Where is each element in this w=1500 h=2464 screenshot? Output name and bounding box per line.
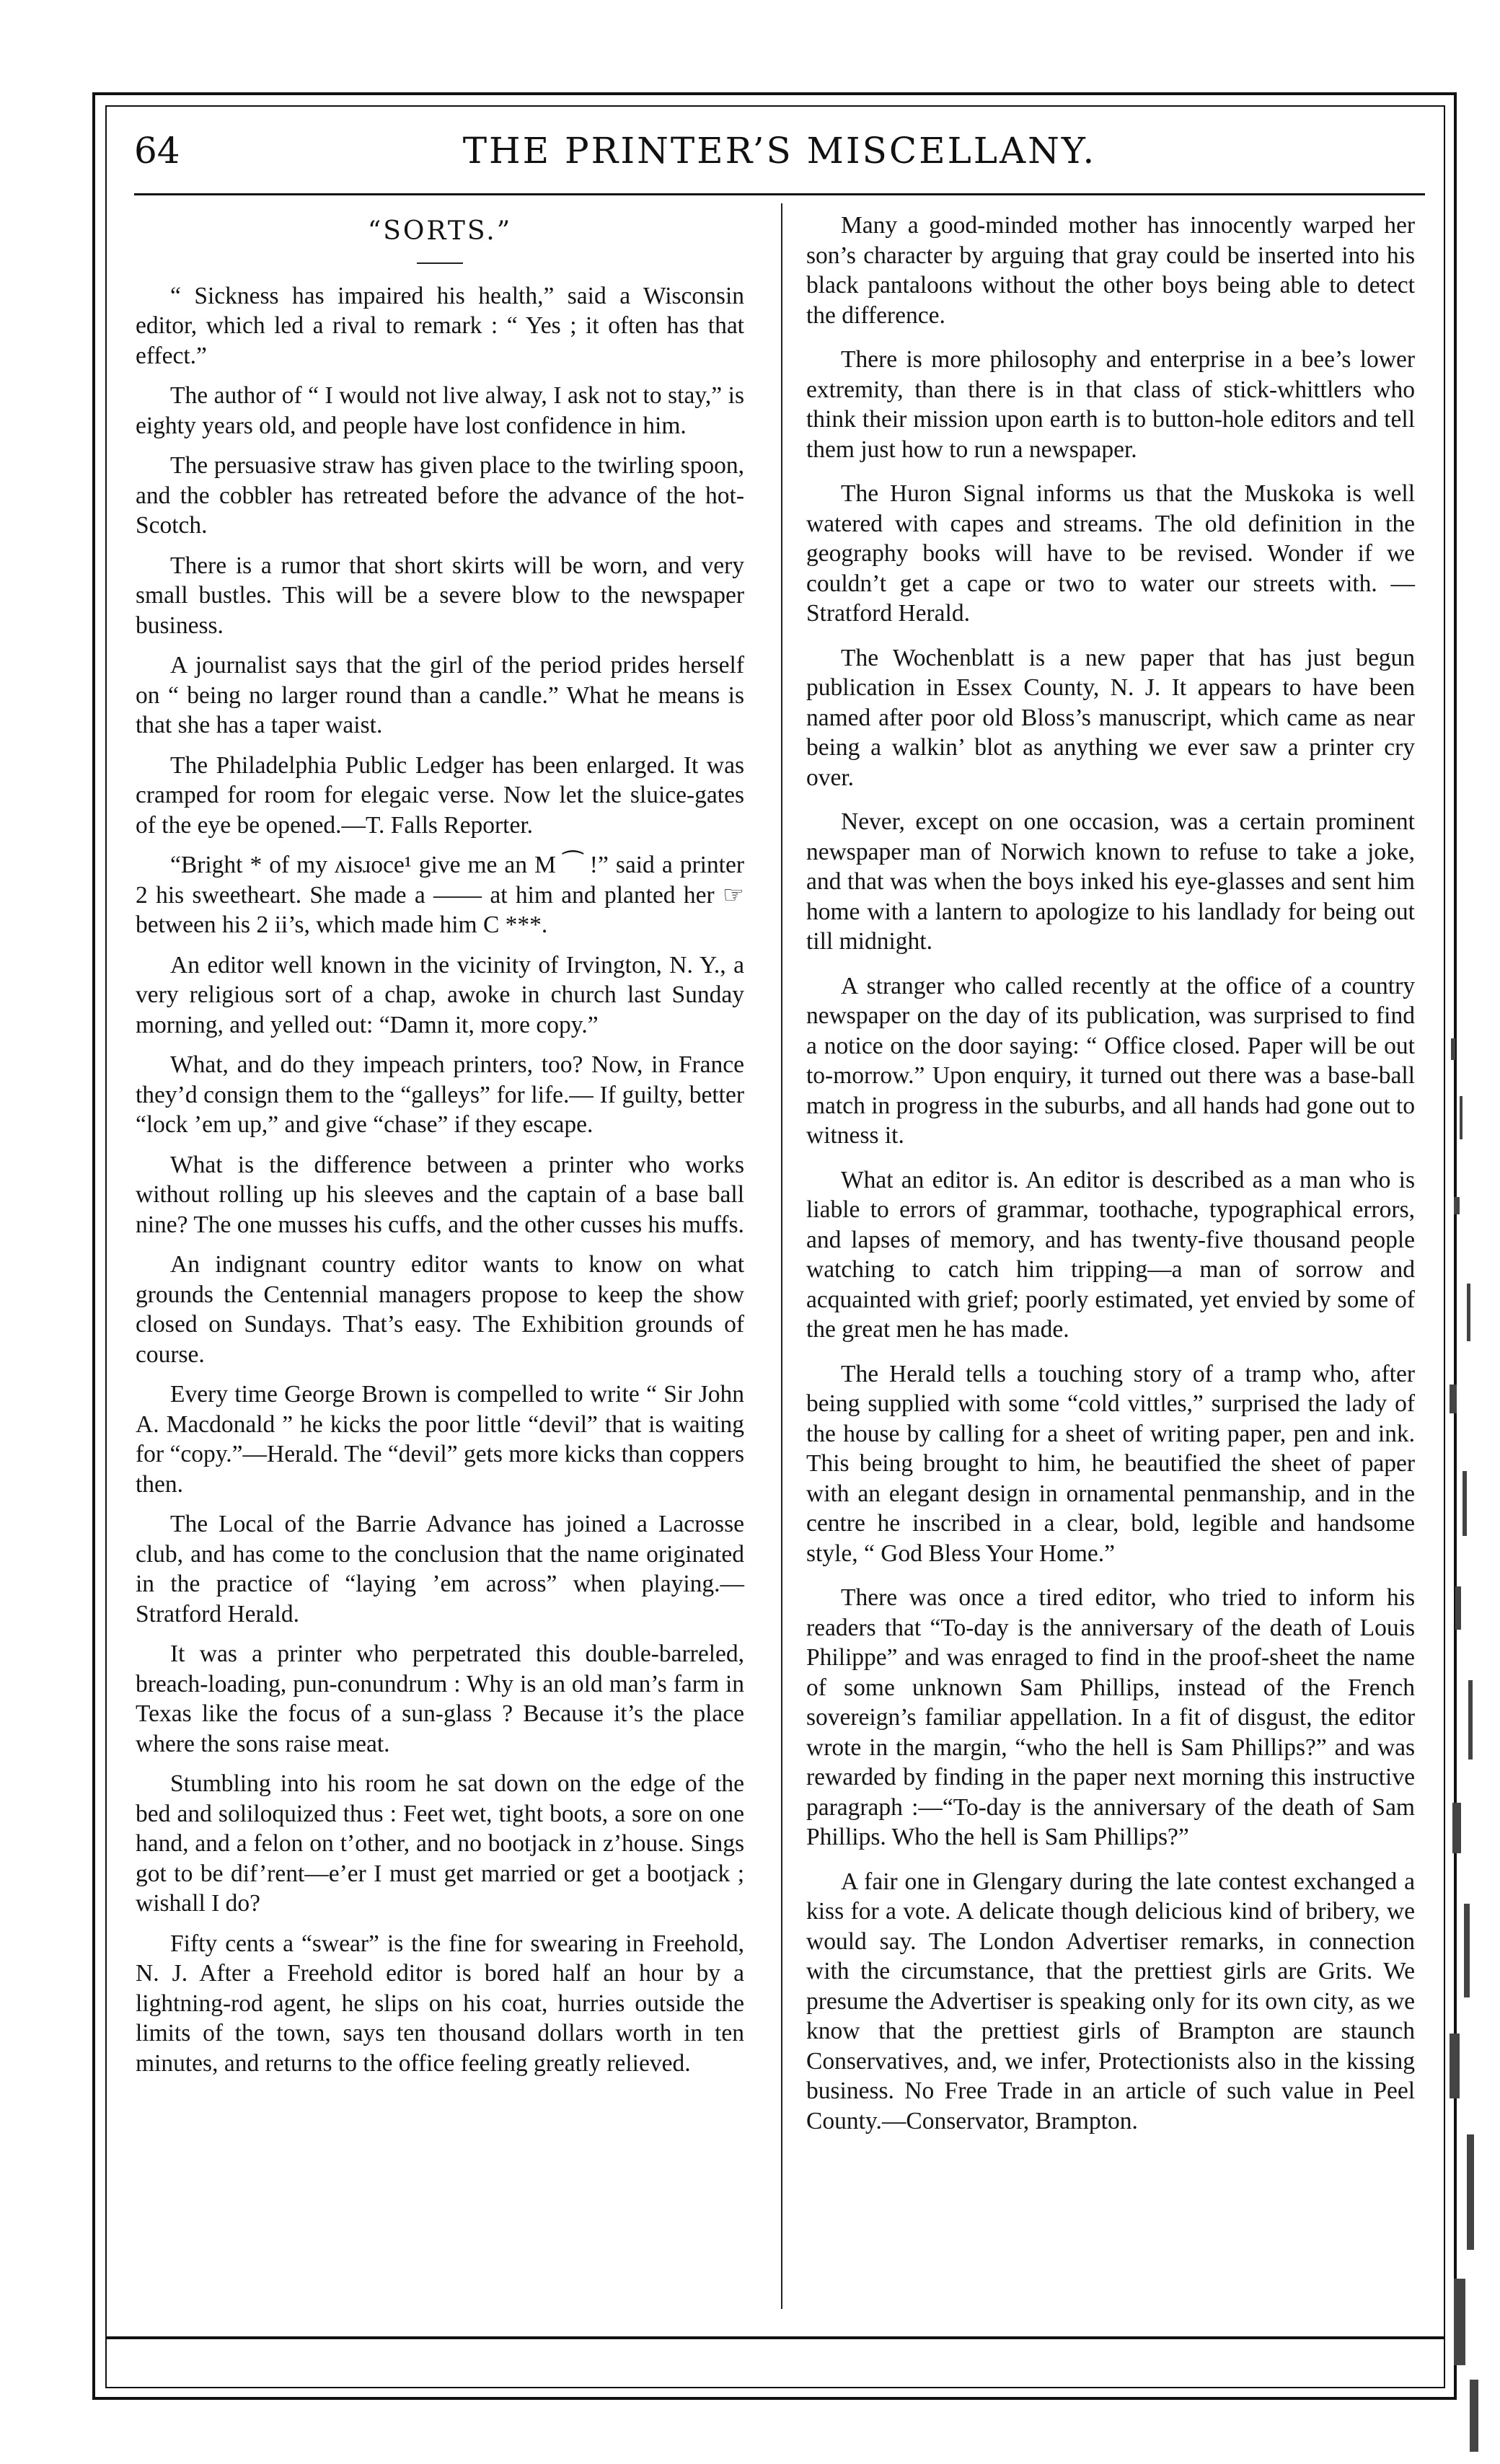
paragraph: What is the difference between a printer who works without rolling up his sleeves and the captain of a base ball nine? The one musses his cuffs, and the other cusses his muffs.: [136, 1151, 744, 1238]
paragraph: It was a printer who perpetrated this double-barreled, breach-loading, pun-conundrum : Why is an old man’s farm in Texas like the focus of a sun-glass ? Because it’s the place where the sons raise meat.: [136, 1641, 744, 1757]
paragraph: Fifty cents a “swear” is the fine for swearing in Freehold, N. J. After a Freehold editor is bored half an hour by a lightning-rod agent, he slips on his coat, hurries outside the limits of the town, says ten thousand dollars worth in ten minutes, and returns to the office feeling greatly relieved.: [136, 1930, 744, 2077]
paragraph: “Bright * of my ʌisɹoce¹ give me an M ⁀ !” said a printer 2 his sweetheart. She made a —— at him and planted her ☞ between his 2 ii’s, which made him C ***.: [136, 852, 744, 938]
running-header: [134, 124, 1425, 182]
paragraph: An editor well known in the vicinity of Irvington, N. Y., a very religious sort of a chap, awoke in church last Sunday morning, and yelled out: “Damn it, more copy.”: [136, 951, 744, 1038]
paragraph: The author of “ I would not live alway, I ask not to stay,” is eighty years old, and people have lost confidence in him.: [136, 382, 744, 439]
page-title: THE PRINTER’S MISCELLANY.: [462, 130, 1097, 172]
bottom-rule: [105, 2336, 1445, 2339]
paragraph: The Local of the Barrie Advance has joined a Lacrosse club, and has come to the conclusion that the name originated in the practice of “laying ’em across” when playing.—Stratford Herald.: [136, 1511, 744, 1628]
paragraph: Every time George Brown is compelled to write “ Sir John A. Macdonald ” he kicks the poor little “devil” that is waiting for “copy.”—Herald. The “devil” gets more kicks than coppers then.: [136, 1381, 744, 1498]
left-column: [136, 211, 744, 2088]
paragraph: There is more philosophy and enterprise in a bee’s lower extremity, than there is in that class of stick-whittlers who think their mission upon earth is to button-hole editors and tell them just how to run a newspaper.: [806, 346, 1415, 463]
section-title-rule: [417, 262, 463, 264]
paragraph: The Huron Signal informs us that the Muskoka is well watered with capes and streams. The old definition in the geography books will have to be revised. Wonder if we couldn’t get a cape or two to water our streets with. —Stratford Herald.: [806, 480, 1415, 627]
paragraph: Stumbling into his room he sat down on the edge of the bed and soliloquized thus : Feet wet, tight boots, a sore on one hand, and a felon on t’other, and no bootjack in z’house. Sings got to be dif’rent—e’er I must get married or get a bootjack ; wishall I do?: [136, 1770, 744, 1917]
paragraph: An indignant country editor wants to know on what grounds the Centennial managers propose to keep the show closed on Sundays. That’s easy. The Exhibition grounds of course.: [136, 1251, 744, 1368]
right-column: [806, 211, 1415, 2150]
paragraph: What an editor is. An editor is described as a man who is liable to errors of grammar, toothache, typographical errors, and lapses of memory, and has twenty-five thousand people watching to catch him tripping—a man of sorrow and acquainted with grief; poorly estimated, yet envied by some of the great men he has made.: [806, 1166, 1415, 1343]
header-rule: [134, 193, 1425, 195]
paragraph: A journalist says that the girl of the period prides herself on “ being no larger round than a candle.” What he means is that she has a taper waist.: [136, 652, 744, 738]
paragraph: Many a good-minded mother has innocently warped her son’s character by arguing that gray could be inserted into his black pantaloons without the other boys being able to detect the difference.: [806, 212, 1415, 329]
paragraph: There is a rumor that short skirts will be worn, and very small bustles. This will be a severe blow to the newspaper business.: [136, 552, 744, 639]
page-number: 64: [134, 130, 180, 172]
paragraph: There was once a tired editor, who tried to inform his readers that “To-day is the anniversary of the death of Louis Philippe” and was enraged to find in the proof-sheet the name of some unknown Sam Phillips, instead of the French sovereign’s familiar appellation. In a fit of disgust, the editor wrote in the margin, “who the hell is Sam Phillips?” and was rewarded by finding in the paper next morning this instructive paragraph :—“To-day is the anniversary of the death of Sam Phillips. Who the hell is Sam Phillips?”: [806, 1584, 1415, 1850]
paragraph: The persuasive straw has given place to the twirling spoon, and the cobbler has retreated before the advance of the hot-Scotch.: [136, 452, 744, 539]
paragraph: A fair one in Glengary during the late contest exchanged a kiss for a vote. A delicate though delicious kind of bribery, we would say. The London Advertiser remarks, in connection with the circumstance, that the prettiest girls are Grits. We presume the Advertiser is speaking only for its own city, as we know that the prettiest girls of Brampton are staunch Conservatives, and, we infer, Protectionists also in the kissing business. No Free Trade in an article of such value in Peel County.—Conservator, Brampton.: [806, 1868, 1415, 2134]
paragraph: A stranger who called recently at the office of a country newspaper on the day of its publication, was surprised to find a notice on the door saying: “ Office closed. Paper will be out to-morrow.” Upon enquiry, it turned out there was a base-ball match in progress in the suburbs, and all hands had gone out to witness it.: [806, 972, 1415, 1149]
paragraph: Never, except on one occasion, was a certain prominent newspaper man of Norwich known to refuse to take a joke, and that was when the boys inked his eye-glasses and sent him home with a lantern to apologize to his landlady for being out till midnight.: [806, 808, 1415, 955]
section-title: “SORTS.”: [367, 216, 513, 246]
scan-edge-artifact: [1445, 1010, 1488, 2464]
paragraph: The Herald tells a touching story of a tramp who, after being supplied with some “cold vittles,” surprised the lady of the house by calling for a sheet of writing paper, pen and ink. This being brought to him, he beautified the sheet of paper with an elegant design in ornamental penmanship, and in the centre he inscribed in a clear, bold, legible and handsome style, “ God Bless Your Home.”: [806, 1360, 1415, 1567]
paragraph: The Wochenblatt is a new paper that has just begun publication in Essex County, N. J. It appears to have been named after poor old Bloss’s manuscript, which came as near being a walkin’ blot as anything we ever saw a printer cry over.: [806, 644, 1415, 791]
paragraph: The Philadelphia Public Ledger has been enlarged. It was cramped for room for elegaic verse. Now let the sluice-gates of the eye be opened.—T. Falls Reporter.: [136, 751, 744, 839]
paragraph: “ Sickness has impaired his health,” said a Wisconsin editor, which led a rival to remark : “ Yes ; it often has that effect.”: [136, 282, 744, 369]
column-divider: [781, 203, 782, 2309]
paragraph: What, and do they impeach printers, too? Now, in France they’d consign them to the “galleys” for life.— If guilty, better “lock ’em up,” and give “chase” if they escape.: [136, 1051, 744, 1138]
